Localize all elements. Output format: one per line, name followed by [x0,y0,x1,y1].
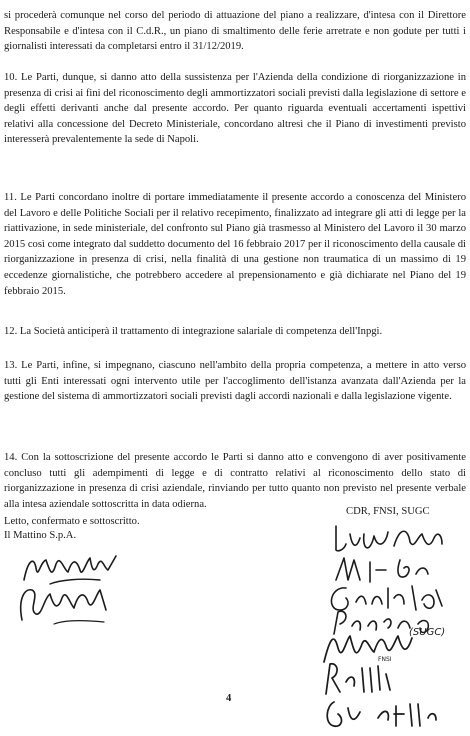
sugc-handwritten-note: (SUGC) [409,627,446,638]
union-signature-1 [330,520,450,556]
clause-14: 14. Con la sottoscrizione del presente accordo le Parti si danno atto e convengono di aver positivamente concluso tutti gli adempimenti di legge e di contratto relativi al riconoscimento dello stato di riorganizzazione in presenza di crisi aziendale, rinviando per tutto quanto non previsto nel presente verbale alla intesa aziendale sottoscritta in data odierna. [4,452,466,510]
union-party-label: CDR, FNSI, SUGC [346,506,430,517]
intro-paragraph: si procederà comunque nel corso del periodo di attuazione del piano a realizzare, d'intesa con il Direttore Responsabile e d'intesa con il C.d.R., un piano di smaltimento delle ferie arretrate e non godute per tutti i giornalisti interessati da completarsi entro il 31/12/2019. [4,10,466,53]
clause-12: 12. La Società anticiperà il trattamento di integrazione salariale di competenza dell'Inpgi. [4,326,383,337]
fnsi-stamp: FNSI [378,656,392,663]
union-signature-7 [320,696,450,732]
union-signature-6 [320,660,400,700]
closing-line: Letto, confermato e sottoscritto. [4,516,140,527]
company-party-label: Il Mattino S.p.A. [4,530,77,541]
company-signature-2 [14,580,124,630]
clause-13: 13. Le Parti, infine, si impegnano, ciascuno nell'ambito della propria competenza, a mettere in atto verso tutti gli Enti interessati ogni intervento utile per l'accoglimento dell'istanza avanzata dall'Azienda per la gestione del sistema di ammortizzatori sociali previsti dagli accordi nazionali e dalla legislazione vigente. [4,360,466,403]
clause-10: 10. Le Parti, dunque, si danno atto della sussistenza per l'Azienda della condizione di riorganizzazione in presenza di crisi ai fini del riconoscimento degli ammortizzatori sociali previsti dalla legislazione di settore e degli effetti derivanti anche dal presente accordo. Per quanto riguarda eventuali accertamenti ispettivi relativi alla concessione del Decreto Ministeriale, concordano altresì che il Piano di investimenti previsto interesserà prevalentemente la sede di Napoli. [4,72,466,146]
clause-11: 11. Le Parti concordano inoltre di portare immediatamente il presente accordo a conoscenza del Ministero del Lavoro e delle Politiche Sociali per il relativo recepimento, finalizzato ad integrare gli atti di legge per la riattivazione, in sede ministeriale, del confronto sul Piano già trasmesso al Ministero del Lavoro il 30 marzo 2015 così come integrato dal suddetto documento del 16 febbraio 2017 per il riconoscimento della causale di riorganizzazione in presenza di crisi, nella finalità di una gestione non traumatica di un massimo di 19 eccedenze giornalistiche, che potrebbero accedere al prepensionamento e già dichiarate nel Piano del 19 febbraio 2015. [4,192,466,297]
page-number: 4 [226,693,232,704]
